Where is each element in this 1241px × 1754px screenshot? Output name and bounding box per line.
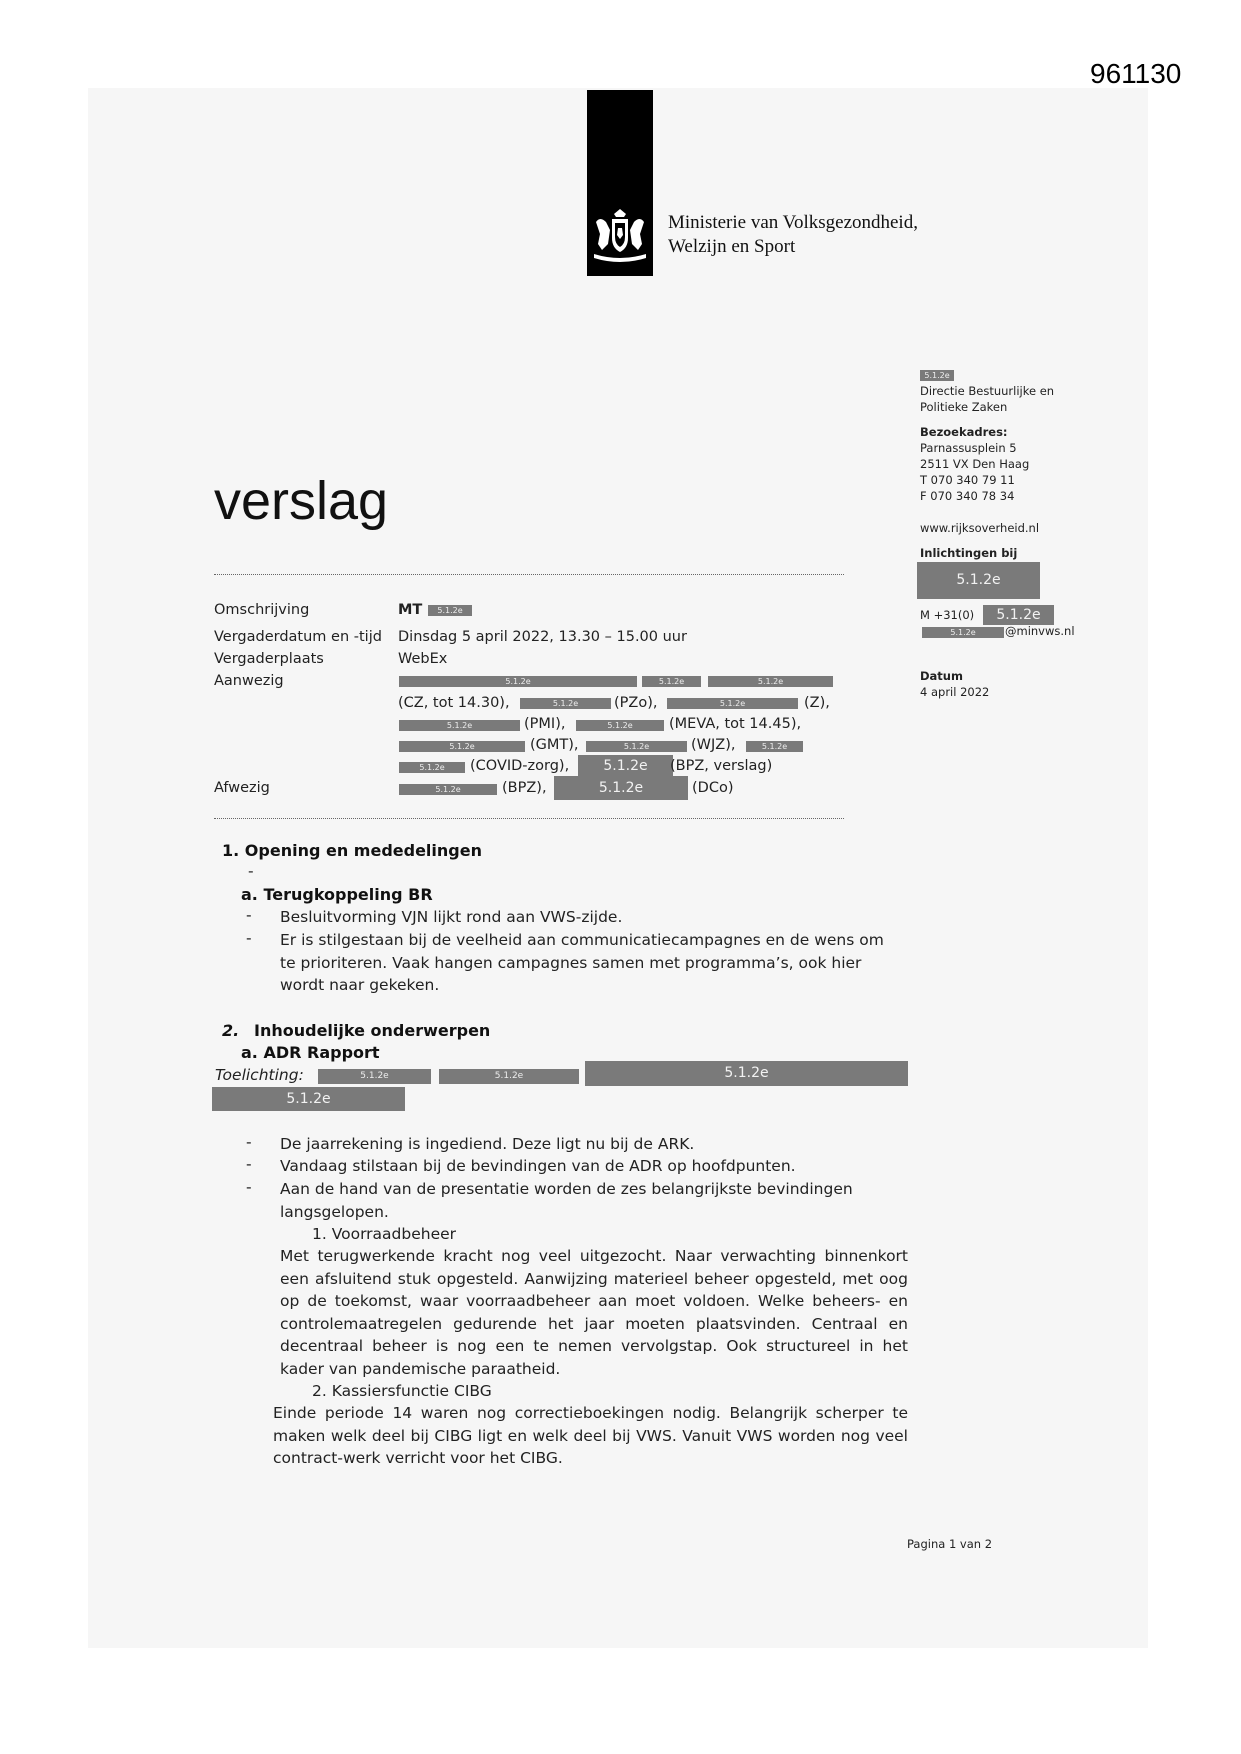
redaction-box: 5.1.2e xyxy=(983,605,1054,625)
item-2-text: Einde periode 14 waren nog correctieboekingen nodig. Belangrijk scherper te maken welk deel bij CIBG ligt en welk deel bij VWS. Vanuit VWS worden nog veel contract-werk verricht voor het CIBG. xyxy=(273,1404,908,1467)
attendee-cz: (CZ, tot 14.30), xyxy=(398,695,510,711)
section-2a-bullet-1: De jaarrekening is ingediend. Deze ligt nu bij de ARK. xyxy=(280,1135,695,1153)
visit-address-label: Bezoekadres: xyxy=(920,425,1008,439)
sidebar-directorate xyxy=(920,383,1054,415)
address-street: Parnassusplein 5 xyxy=(920,441,1017,455)
attendee-meva: (MEVA, tot 14.45), xyxy=(669,716,802,732)
redaction-box: 5.1.2e xyxy=(920,370,954,381)
item-1-text: Met terugwerkende kracht nog veel uitgezocht. Naar verwachting binnenkort een afsluitend stuk opgesteld. Aanwijzing materieel beheer opgesteld, met oog op de toekomst, waar voorraadbeheer aan moet voldoen. Welke beheers- en controlemaatregelen gedurende het jaar moeten plaatsvinden. Centraal en decentraal beheer is nog een te nemen vervolgstap. Ook structureel in het kader van pandemische paraatheid. xyxy=(280,1247,908,1378)
section-1a-heading: a. Terugkoppeling BR xyxy=(241,885,433,904)
ministry-line-2: Welzijn en Sport xyxy=(668,236,796,257)
directorate-line-1: Directie Bestuurlijke en xyxy=(920,384,1055,398)
bullet-3-line-2: langsgelopen. xyxy=(280,1202,389,1221)
document-number: 961130 xyxy=(1090,58,1182,89)
redaction-box: 5.1.2e xyxy=(746,741,803,752)
redaction-box: 5.1.2e xyxy=(399,784,497,795)
redaction-box: 5.1.2e xyxy=(578,755,673,778)
redaction-box: 5.1.2e xyxy=(922,627,1004,638)
bullet-2-line-1: Er is stilgestaan bij de veelheid aan communicatiecampagnes en de wens om xyxy=(280,931,884,949)
date-value: 4 april 2022 xyxy=(920,685,990,699)
divider xyxy=(214,574,844,575)
crest-icon xyxy=(590,208,650,264)
document-title: verslag xyxy=(214,471,389,531)
absent-dco: (DCo) xyxy=(692,780,734,796)
section-2-number: 2. xyxy=(222,1021,240,1040)
attendee-pmi: (PMI), xyxy=(524,716,566,732)
ministry-name xyxy=(668,211,918,259)
section-2a-bullet-2: Vandaag stilstaan bij de bevindingen van de ADR op hoofdpunten. xyxy=(280,1157,796,1175)
address-fax: F 070 340 78 34 xyxy=(920,489,1015,503)
redaction-box: 5.1.2e xyxy=(428,605,472,616)
attendee-pzo: (PZo), xyxy=(614,695,658,711)
absent-bpz: (BPZ), xyxy=(502,780,547,796)
mobile-prefix: M +31(0) xyxy=(920,608,975,622)
divider xyxy=(214,818,844,819)
omschrijving-value: MT xyxy=(398,602,423,618)
bullet-3-line-1: Aan de hand van de presentatie worden de zes belangrijkste bevindingen xyxy=(280,1180,853,1198)
attendee-z: (Z), xyxy=(804,695,830,711)
attendee-bpz-verslag: (BPZ, verslag) xyxy=(670,758,773,774)
address-city: 2511 VX Den Haag xyxy=(920,457,1030,471)
redaction-box: 5.1.2e xyxy=(585,1061,908,1086)
omschrijving-label: Omschrijving xyxy=(214,602,310,618)
datum-value: Dinsdag 5 april 2022, 13.30 – 15.00 uur xyxy=(398,629,687,645)
redaction-box: 5.1.2e xyxy=(399,762,465,773)
bullet-dash: - xyxy=(246,1178,252,1196)
aanwezig-label: Aanwezig xyxy=(214,673,284,689)
redaction-box: 5.1.2e xyxy=(917,562,1040,599)
page-footer: Pagina 1 van 2 xyxy=(907,1537,993,1551)
redaction-box: 5.1.2e xyxy=(554,776,688,800)
address-phone: T 070 340 79 11 xyxy=(920,473,1015,487)
directorate-line-2: Politieke Zaken xyxy=(920,400,1008,414)
redaction-box: 5.1.2e xyxy=(212,1087,405,1111)
redaction-box: 5.1.2e xyxy=(642,676,701,687)
item-1-title: 1. Voorraadbeheer xyxy=(312,1225,457,1243)
redaction-box: 5.1.2e xyxy=(399,676,637,687)
section-1a-bullet-2 xyxy=(280,929,884,997)
sidebar-address xyxy=(920,424,1029,504)
redaction-box: 5.1.2e xyxy=(520,698,611,709)
section-1-heading: 1. Opening en mededelingen xyxy=(222,841,482,860)
section-2-heading: Inhoudelijke onderwerpen xyxy=(254,1021,491,1040)
item-2-title: 2. Kassiersfunctie CIBG xyxy=(312,1382,492,1400)
sidebar-website: www.rijksoverheid.nl xyxy=(920,521,1040,535)
bullet-dash: - xyxy=(246,906,252,924)
redaction-box: 5.1.2e xyxy=(399,741,525,752)
datum-label: Vergaderdatum en -tijd xyxy=(214,629,382,645)
bullet-dash: - xyxy=(246,1155,252,1173)
bullet-dash: - xyxy=(246,1133,252,1151)
bullet-2-line-3: wordt naar gekeken. xyxy=(280,976,440,994)
plaats-label: Vergaderplaats xyxy=(214,651,324,667)
date-label: Datum xyxy=(920,669,963,683)
redaction-box: 5.1.2e xyxy=(586,741,687,752)
attendee-gmt: (GMT), xyxy=(530,737,579,753)
redaction-box: 5.1.2e xyxy=(318,1069,431,1084)
plaats-value: WebEx xyxy=(398,651,448,667)
bullet-2-line-2: te prioriteren. Vaak hangen campagnes samen met programma’s, ook hier xyxy=(280,953,862,972)
info-label: Inlichtingen bij xyxy=(920,546,1018,560)
redaction-box: 5.1.2e xyxy=(576,720,664,731)
attendee-covid: (COVID-zorg), xyxy=(470,758,570,774)
attendee-wjz: (WJZ), xyxy=(691,737,736,753)
section-2a-bullet-3 xyxy=(280,1178,908,1223)
redaction-box: 5.1.2e xyxy=(439,1069,579,1084)
email-suffix: @minvws.nl xyxy=(1005,624,1075,638)
section-2a-heading: a. ADR Rapport xyxy=(241,1043,380,1062)
redaction-box: 5.1.2e xyxy=(708,676,833,687)
empty-bullet: - xyxy=(248,862,254,880)
toelichting-label: Toelichting: xyxy=(215,1066,304,1084)
bullet-dash: - xyxy=(246,929,252,947)
redaction-box: 5.1.2e xyxy=(667,698,798,709)
redaction-box: 5.1.2e xyxy=(399,720,520,731)
afwezig-label: Afwezig xyxy=(214,780,270,796)
section-1a-bullet-1: Besluitvorming VJN lijkt rond aan VWS-zijde. xyxy=(280,908,623,926)
ministry-line-1: Ministerie van Volksgezondheid, xyxy=(668,212,918,233)
